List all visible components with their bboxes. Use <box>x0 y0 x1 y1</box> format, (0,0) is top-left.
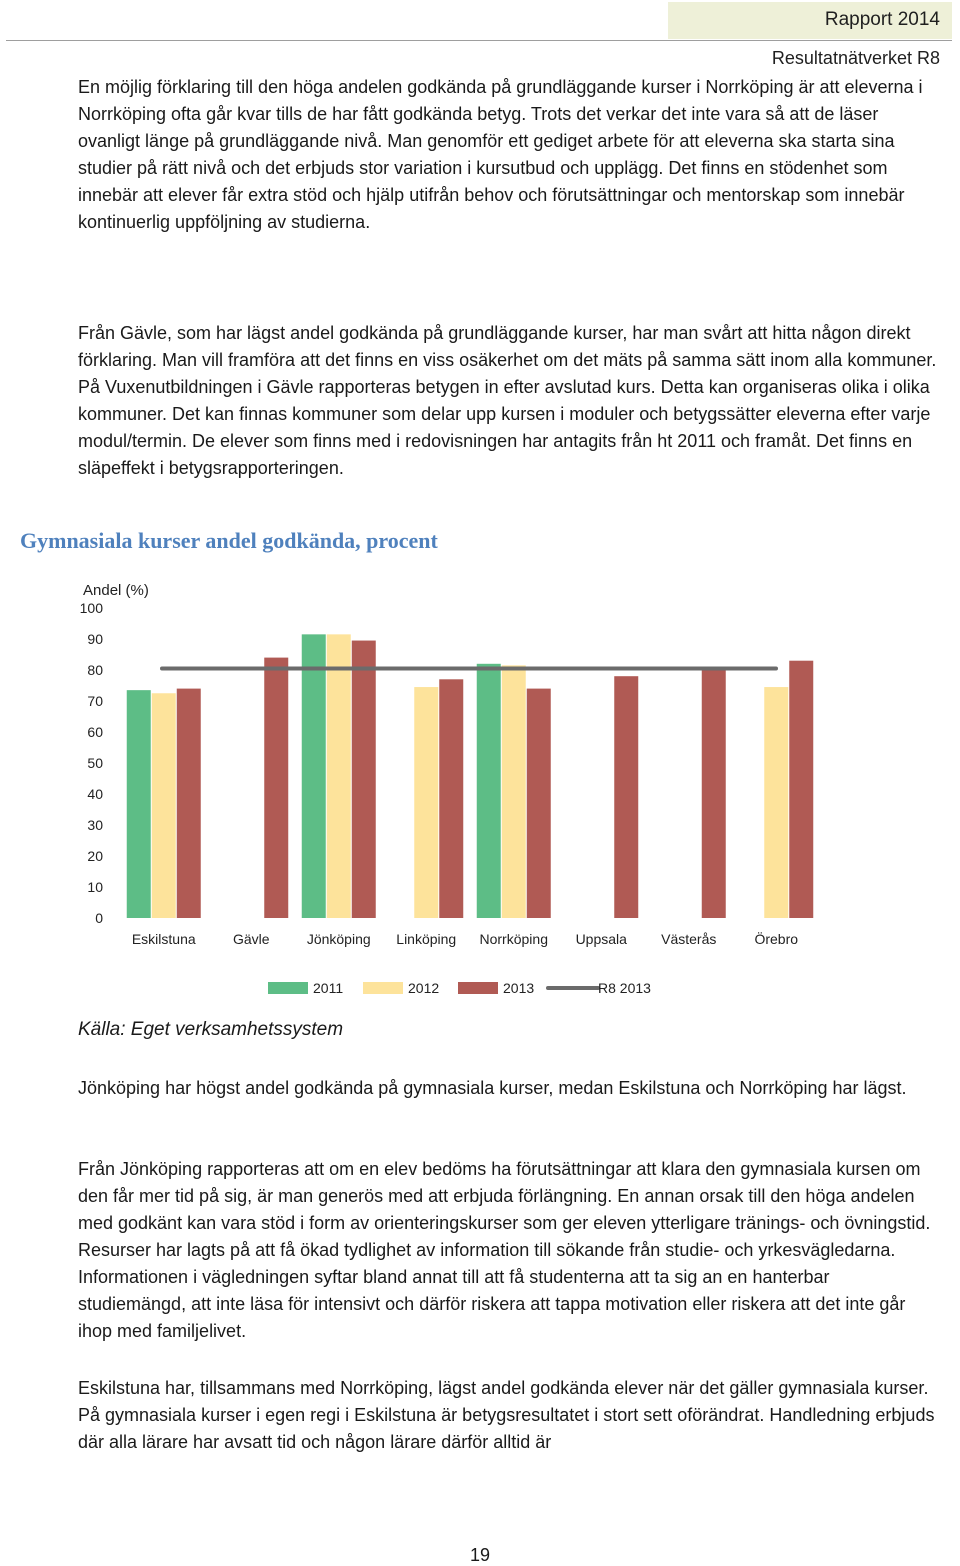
paragraph-text: Från Jönköping rapporteras att om en elev bedöms ha förutsättningar att klara den gymnasiala kursen om den får mer tid på sig, är man generös med att erbjuda förlängning. En annan orsak till den höga andelen med godkänt kan vara stöd i form av orienteringskurser som ger eleven ytterligare tränings- och övningstid. Resurser har lagts på att få ökad tydlighet av information till sökande från studie- och yrkesvägledarna. Informationen i vägledningen syftar bland annat till att få studenterna att ta sig an en hanterbar studiemängd, att inte läsa för intensivt och därför riskera att tappa motivation eller riskera att det inte går ihop med familjelivet. <box>78 1159 931 1341</box>
report-title: Rapport 2014 <box>824 9 940 30</box>
y-tick-label: 10 <box>87 879 103 895</box>
bar-2013-örebro <box>789 661 813 918</box>
y-tick-label: 90 <box>87 631 103 647</box>
bar-2011-jönköping <box>302 634 326 918</box>
y-axis-label: Andel (%) <box>83 582 149 599</box>
x-tick-label: Linköping <box>396 931 457 947</box>
x-tick-label: Örebro <box>754 931 799 947</box>
paragraph-summary <box>78 1075 940 1102</box>
paragraph-jonkoping-explanation <box>78 1156 940 1345</box>
y-tick-label: 20 <box>87 848 103 864</box>
paragraph-text: Eskilstuna har, tillsammans med Norrköping, lägst andel godkända elever när det gäller gymnasiala kurser. På gymnasiala kurser i egen regi i Eskilstuna är betygsresultatet i stort sett oförändrat. Handledning erbjuds där alla lärare har avsatt tid och någon lärare därför alltid är <box>78 1378 935 1452</box>
bar-2013-västerås <box>702 670 726 918</box>
paragraph-norrkoping-explanation <box>78 74 940 236</box>
bar-2013-eskilstuna <box>177 689 201 918</box>
legend-label: 2012 <box>408 980 440 996</box>
bar-2012-norrköping <box>502 665 526 918</box>
bar-2013-jönköping <box>352 641 376 918</box>
legend-swatch-2011 <box>268 982 308 994</box>
bar-2012-örebro <box>764 687 788 918</box>
legend-label: 2013 <box>503 980 535 996</box>
bar-2013-linköping <box>439 679 463 918</box>
legend-label: 2011 <box>313 980 344 996</box>
source-caption: Källa: Eget verksamhetssystem <box>78 1019 344 1040</box>
y-tick-label: 30 <box>87 817 103 833</box>
y-tick-label: 0 <box>95 910 103 926</box>
y-tick-label: 60 <box>87 724 103 740</box>
paragraph-text: Jönköping har högst andel godkända på gymnasiala kurser, medan Eskilstuna och Norrköping har lägst. <box>78 1078 907 1098</box>
report-subtitle: Resultatnätverket R8 <box>771 48 940 68</box>
report-header-box <box>668 2 952 39</box>
paragraph-eskilstuna-explanation <box>78 1375 940 1456</box>
bar-2013-uppsala <box>614 676 638 918</box>
y-tick-label: 100 <box>79 600 103 616</box>
paragraph-text: En möjlig förklaring till den höga andelen godkända på grundläggande kurser i Norrköping är att eleverna i Norrköping ofta går kvar tills de har fått godkända betyg. Trots det verkar det inte vara så att de läser ovanligt länge på grundläggande nivå. Man genomför ett gediget arbete för att eleverna ska starta sina studier på rätt nivå och det erbjuds stor variation i kursutbud och upplägg. Det finns en stödenhet som innebär att elever får extra stöd och hjälp utifrån behov och förutsättningar och mentorskap som innebär kontinuerlig uppföljning av studierna. <box>78 77 923 232</box>
x-tick-label: Uppsala <box>575 931 627 947</box>
bar-2011-norrköping <box>477 664 501 918</box>
x-tick-label: Eskilstuna <box>131 931 196 947</box>
chart-section-heading: Gymnasiala kurser andel godkända, procent <box>20 528 438 553</box>
legend-swatch-2012 <box>363 982 403 994</box>
x-tick-label: Jönköping <box>306 931 371 947</box>
x-tick-label: Norrköping <box>479 931 548 947</box>
legend-swatch-2013 <box>458 982 498 994</box>
x-tick-label: Gävle <box>232 931 270 947</box>
bar-chart <box>0 570 960 996</box>
paragraph-text: Från Gävle, som har lägst andel godkända på grundläggande kurser, har man svårt att hitta någon direkt förklaring. Man vill framföra att det finns en viss osäkerhet om det mäts på samma sätt inom alla kommuner. På Vuxenutbildningen i Gävle rapporteras betygen in efter avslutad kurs. Detta kan organiseras olika i olika kommuner. Det kan finnas kommuner som delar upp kursen i moduler och betygssätter eleverna efter varje modul/termin. De elever som finns med i redovisningen har antagits från ht 2011 och framåt. Det finns en släpeffekt i betygsrapporteringen. <box>78 323 937 478</box>
paragraph-gavle-explanation <box>78 320 940 482</box>
bar-2012-linköping <box>414 687 438 918</box>
x-tick-label: Västerås <box>661 931 717 947</box>
bar-2012-eskilstuna <box>152 693 176 918</box>
bar-2013-gävle <box>264 658 288 918</box>
bar-2013-norrköping <box>527 689 551 918</box>
legend-label: R8 2013 <box>598 980 651 996</box>
bar-2011-eskilstuna <box>127 690 151 918</box>
bar-2012-jönköping <box>327 634 351 918</box>
y-tick-label: 40 <box>87 786 103 802</box>
y-tick-label: 50 <box>87 755 103 771</box>
page-number: 19 <box>469 1545 491 1565</box>
y-tick-label: 80 <box>87 662 103 678</box>
y-tick-label: 70 <box>87 693 103 709</box>
header-divider <box>6 40 952 41</box>
